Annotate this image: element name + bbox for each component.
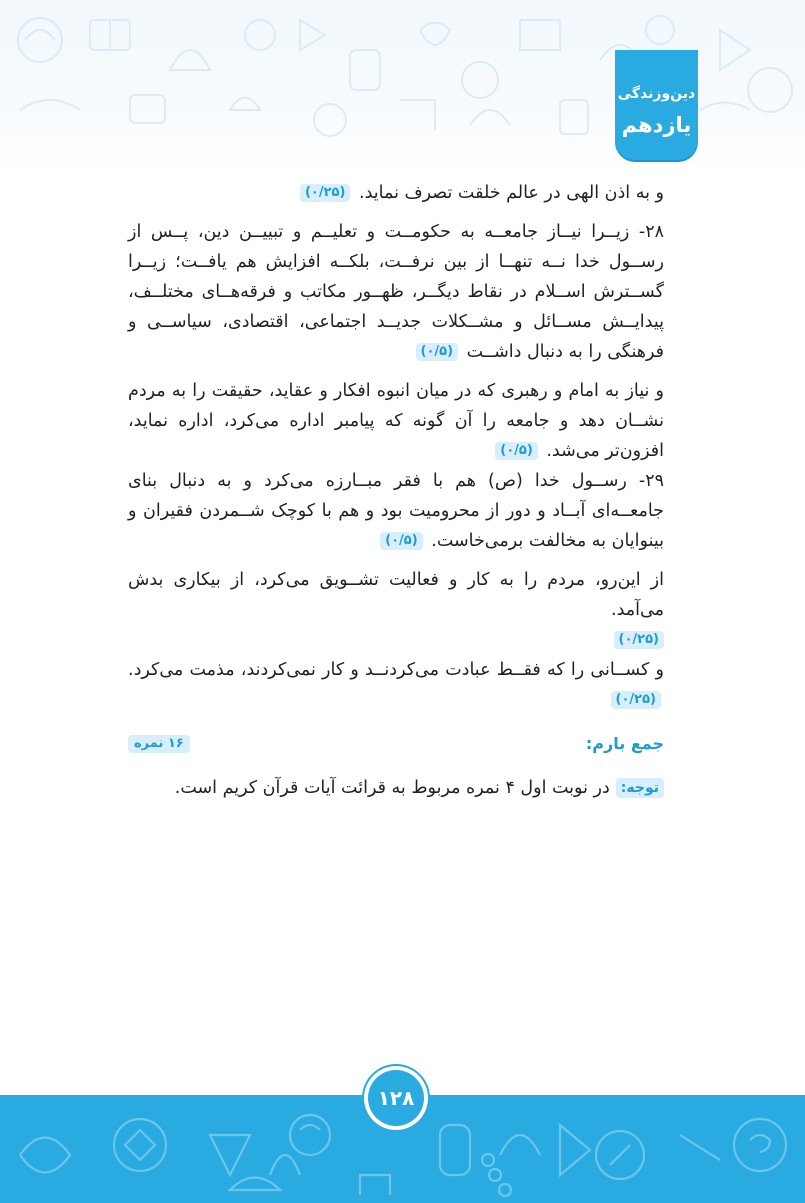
score-badge: (۰/۵) bbox=[416, 343, 459, 361]
paragraph bbox=[128, 565, 664, 625]
score-badge: (۰/۵) bbox=[495, 442, 538, 460]
note bbox=[128, 773, 664, 803]
score-badge: (۰/۲۵) bbox=[614, 631, 664, 649]
total-score-row bbox=[128, 729, 664, 759]
paragraph-text: و نیاز به امام و رهبری که در میان انبوه افکار و عقاید، حقیقت را به مردم نشــان دهد و جامعه را آن گونه که پیامبر اداره می‌کرد، اداره نماید، افزون‌تر می‌شد. bbox=[128, 381, 664, 461]
score-badge: (۰/۲۵) bbox=[611, 691, 661, 709]
note-text: در نوبت اول ۴ نمره مربوط به قرائت آیات قرآن کریم است. bbox=[174, 778, 610, 798]
book-title: دین‌وزندگی bbox=[617, 86, 696, 102]
paragraph-text: و به اذن الهی در عالم خلقت تصرف نماید. bbox=[359, 183, 664, 203]
paragraph-text: و کســانی را که فقــط عبادت می‌کردنــد و کار نمی‌کردند، مذمت می‌کرد. bbox=[128, 660, 664, 680]
score-badge: (۰/۵) bbox=[380, 532, 423, 550]
chapter-tab bbox=[615, 50, 698, 160]
score-badge: (۰/۲۵) bbox=[300, 184, 350, 202]
page-number: ۱۲۸ bbox=[368, 1070, 424, 1126]
total-label: جمع بارم: bbox=[585, 734, 664, 753]
note-label: توجه: bbox=[616, 778, 664, 798]
paragraph bbox=[128, 655, 664, 715]
paragraph-text: ۲۹- رســول خدا (ص) هم با فقر مبــارزه می‌کرد و به دنبال بنای جامعــه‌ای آبــاد و دور از محرومیت بود و هم با کوچک شــمردن فقیران و بینوایان به مخالفت برمی‌خاست. bbox=[128, 471, 664, 551]
paragraph bbox=[128, 466, 664, 556]
answer-content bbox=[128, 178, 664, 803]
total-value: ۱۶ نمره bbox=[128, 735, 190, 753]
paragraph bbox=[128, 217, 664, 367]
paragraph-text: از این‌رو، مردم را به کار و فعالیت تشــویق می‌کرد، از بیکاری بدش می‌آمد. bbox=[128, 570, 664, 620]
paragraph-text: ۲۸- زیــرا نیــاز جامعــه به حکومــت و تعلیــم و تبییــن دین، پــس از رســول خدا نــه تنهــا از بین نرفــت، بلکــه افزایش هم یافــت؛ زیــرا گســترش اســلام در نقاط دیگــر، ظهــور مکاتب و فرقه‌هــای مختلــف، پیدایــش مســائل و مشــکلات جدیــد اجتماعی، اقتصادی، سیاســی و فرهنگی را به دنبال داشــت bbox=[128, 222, 664, 362]
paragraph bbox=[128, 376, 664, 466]
grade-title: یازدهم bbox=[621, 113, 692, 137]
paragraph bbox=[128, 178, 664, 208]
